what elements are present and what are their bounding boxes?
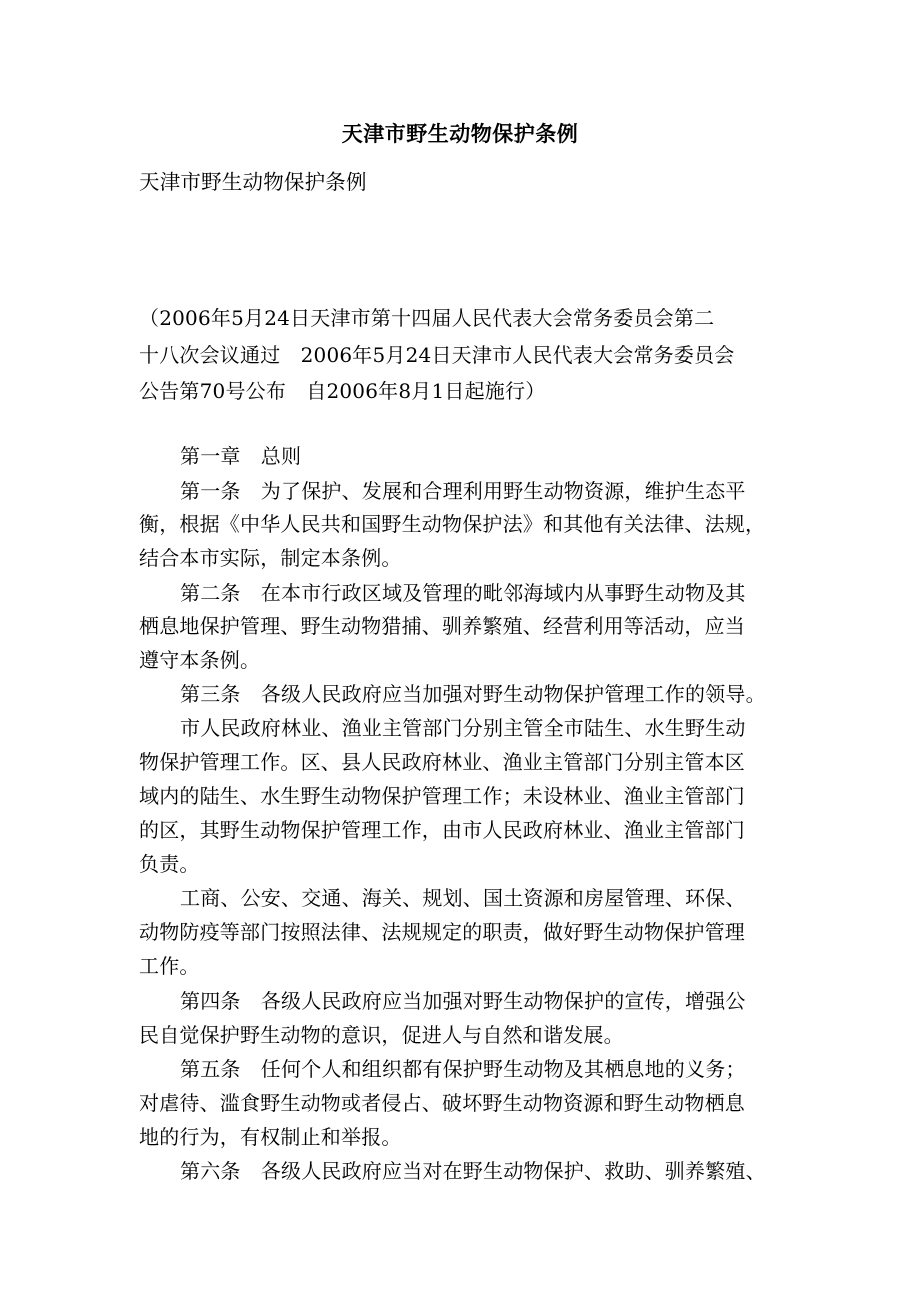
article-line: 负责。 xyxy=(139,852,200,876)
article-line: 物保护管理工作。区、县人民政府林业、渔业主管部门分别主管本区 xyxy=(139,750,745,774)
article-line: 第五条 任何个人和组织都有保护野生动物及其栖息地的义务； xyxy=(180,1057,746,1081)
article-line: 第二条 在本市行政区域及管理的毗邻海域内从事野生动物及其 xyxy=(180,581,746,605)
preamble-line: 十八次会议通过 2006年5月24日天津市人民代表大会常务委员会 xyxy=(139,343,735,367)
article-line: 对虐待、滥食野生动物或者侵占、破坏野生动物资源和野生动物栖息 xyxy=(139,1091,745,1115)
article-line: 民自觉保护野生动物的意识，促进人与自然和谐发展。 xyxy=(139,1023,624,1047)
article-line: 地的行为，有权制止和举报。 xyxy=(139,1125,402,1149)
preamble-line: 公告第70号公布 自2006年8月1日起施行） xyxy=(139,379,546,403)
preamble-line: （2006年5月24日天津市第十四届人民代表大会常务委员会第二 xyxy=(139,306,715,330)
article-line: 第三条 各级人民政府应当加强对野生动物保护管理工作的领导。 xyxy=(180,682,766,706)
article-line: 动物防疫等部门按照法律、法规规定的职责，做好野生动物保护管理 xyxy=(139,920,745,944)
article-line: 第六条 各级人民政府应当对在野生动物保护、救助、驯养繁殖、 xyxy=(180,1159,766,1183)
article-line: 遵守本条例。 xyxy=(139,648,261,672)
article-line: 第四条 各级人民政府应当加强对野生动物保护的宣传，增强公 xyxy=(180,989,746,1013)
article-line: 栖息地保护管理、野生动物猎捕、驯养繁殖、经营利用等活动，应当 xyxy=(139,614,745,638)
article-line: 结合本市实际，制定本条例。 xyxy=(139,546,402,570)
article-line: 工作。 xyxy=(139,954,200,978)
article-line: 域内的陆生、水生野生动物保护管理工作；未设林业、渔业主管部门 xyxy=(139,784,745,808)
article-line: 衡，根据《中华人民共和国野生动物保护法》和其他有关法律、法规， xyxy=(139,512,766,536)
article-line: 第一条 为了保护、发展和合理利用野生动物资源，维护生态平 xyxy=(180,479,746,503)
article-line: 的区，其野生动物保护管理工作，由市人民政府林业、渔业主管部门 xyxy=(139,818,745,842)
document-title: 天津市野生动物保护条例 xyxy=(341,121,579,146)
article-line: 工商、公安、交通、海关、规划、国土资源和房屋管理、环保、 xyxy=(180,886,746,910)
document-subtitle: 天津市野生动物保护条例 xyxy=(139,170,367,194)
chapter-heading: 第一章 总则 xyxy=(180,444,302,468)
article-line: 市人民政府林业、渔业主管部门分别主管全市陆生、水生野生动 xyxy=(180,716,746,740)
